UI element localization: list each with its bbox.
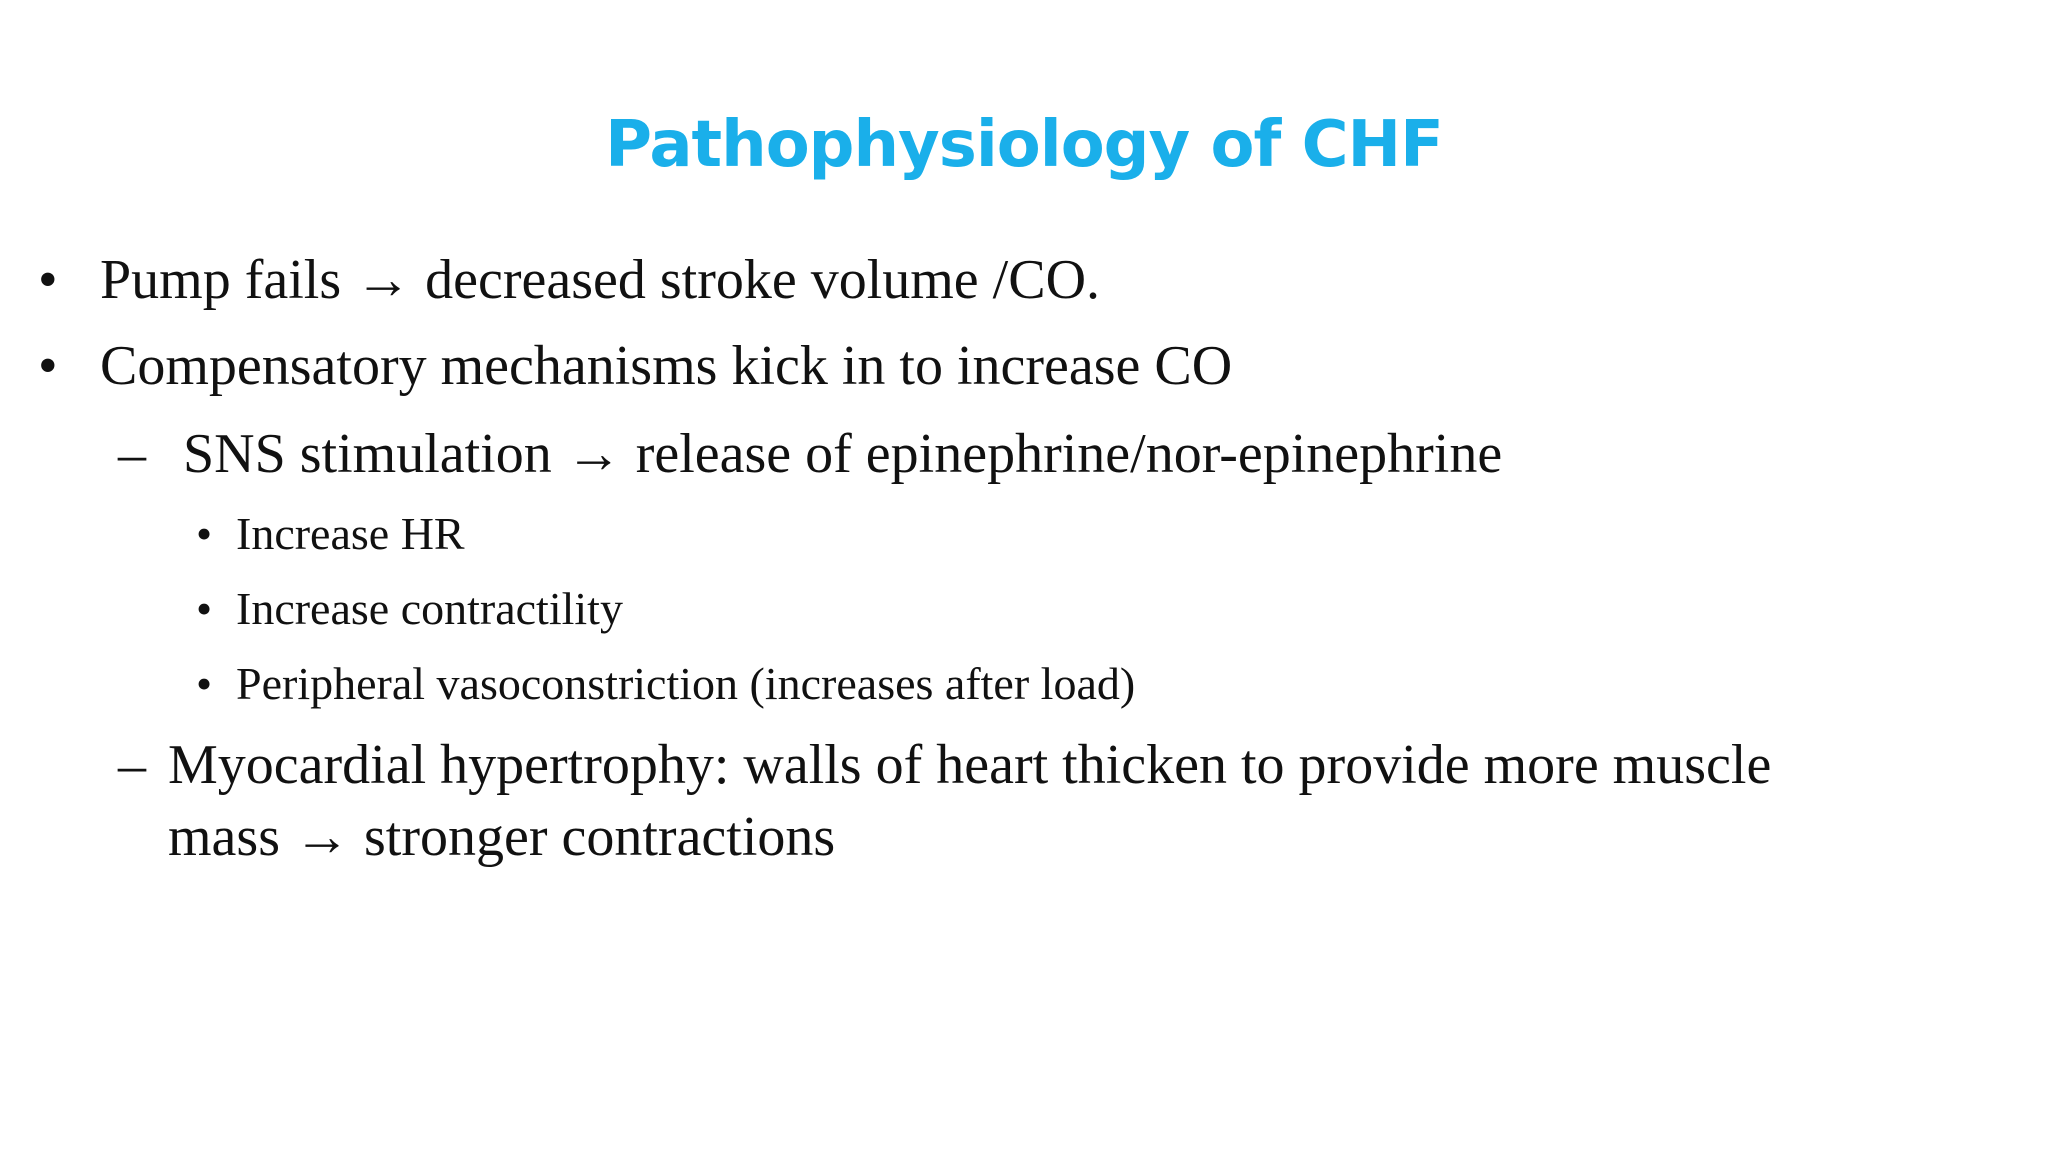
small-bullet-marker: • bbox=[196, 658, 213, 709]
bullet-pump-fails: Pump fails → decreased stroke volume /CO. bbox=[100, 249, 1101, 311]
small-bullet-marker: • bbox=[196, 508, 213, 559]
dash-marker: – bbox=[118, 734, 146, 796]
sub-sub-bullet-hr: Increase HR bbox=[236, 508, 465, 559]
sub-bullet-hypertrophy-line2: mass → stronger contractions bbox=[168, 806, 836, 868]
dash-marker: – bbox=[118, 423, 146, 485]
sub-bullet-sns: SNS stimulation → release of epinephrine/nor-epinephrine bbox=[183, 423, 1503, 485]
bullet-marker: • bbox=[38, 335, 58, 397]
sub-sub-bullet-contractility: Increase contractility bbox=[236, 583, 623, 634]
slide-title: Pathophysiology of CHF bbox=[605, 108, 1443, 182]
sub-sub-bullet-vasoconstriction: Peripheral vasoconstriction (increases after load) bbox=[236, 658, 1136, 709]
small-bullet-marker: • bbox=[196, 583, 213, 634]
sub-bullet-hypertrophy-line1: Myocardial hypertrophy: walls of heart thicken to provide more muscle bbox=[168, 734, 1772, 796]
bullet-compensatory: Compensatory mechanisms kick in to increase CO bbox=[100, 335, 1233, 397]
bullet-marker: • bbox=[38, 249, 58, 311]
